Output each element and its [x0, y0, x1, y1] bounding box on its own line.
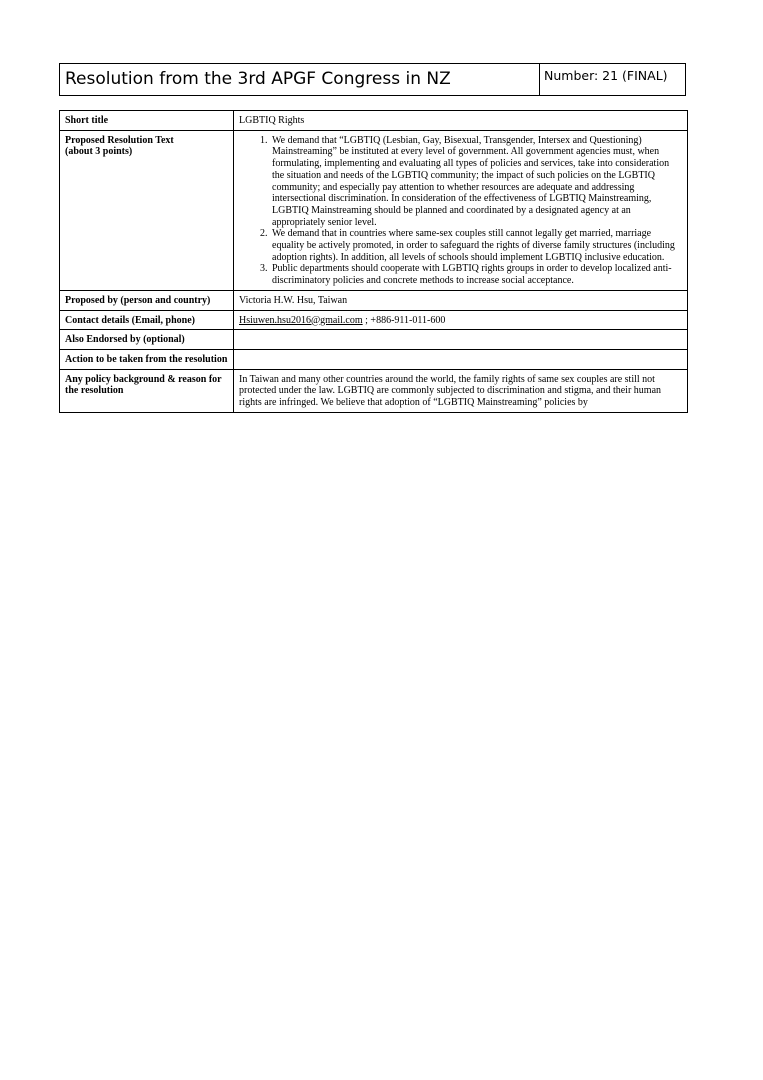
proposed-text-label-line2: (about 3 points) [65, 146, 133, 158]
resolution-points-list [239, 135, 683, 287]
table-row-short-title [60, 111, 688, 131]
proposed-text-label-line1: Proposed Resolution Text [65, 134, 174, 146]
resolution-point-3: 3. Public departments should cooperate with LGBTIQ rights groups in order to develop localized anti-discriminatory policies and concrete methods to increase social acceptance. [270, 263, 683, 286]
action-value [234, 349, 688, 369]
resolution-point-1: 1. We demand that “LGBTIQ (Lesbian, Gay, Bisexual, Transgender, Intersex and Questioning) Mainstreaming” be instituted at every level of government. All government agencies must, when formulating, implementing and evaluating all types of policies and services, take into consideration the situation and needs of the LGBTIQ community; the impact of such policies on the LGBTIQ community; and especially pay attention to whether resources are adequate and addressing intersectional discrimination. In consideration of the effectiveness of LGBTIQ Mainstreaming, LGBTIQ Mainstreaming should be planned and coordinated by a designated agency at an appropriately senior level. [270, 135, 683, 229]
proposed-text-label [60, 130, 234, 290]
action-label: Action to be taken from the resolution [60, 349, 234, 369]
resolution-table [59, 110, 688, 413]
endorsed-label: Also Endorsed by (optional) [60, 330, 234, 350]
table-row-background [60, 369, 688, 412]
contact-label: Contact details (Email, phone) [60, 310, 234, 330]
contact-value [234, 310, 688, 330]
background-value: In Taiwan and many other countries around the world, the family rights of same sex couples are still not protected under the law. LGBTIQ are commonly subjected to discrimination and stigma, and their human rights are infringed. We believe that adoption of “LGBTIQ Mainstreaming” policies by [234, 369, 688, 412]
resolution-header [59, 63, 686, 96]
resolution-number: Number: 21 (FINAL) [544, 68, 668, 83]
table-row-contact [60, 310, 688, 330]
table-row-proposed-text [60, 130, 688, 290]
table-row-proposed-by [60, 290, 688, 310]
proposed-by-label: Proposed by (person and country) [60, 290, 234, 310]
short-title-label: Short title [60, 111, 234, 131]
table-row-action [60, 349, 688, 369]
document-title: Resolution from the 3rd APGF Congress in NZ [60, 64, 540, 95]
background-label: Any policy background & reason for the resolution [60, 369, 234, 412]
table-row-endorsed [60, 330, 688, 350]
short-title-value: LGBTIQ Rights [234, 111, 688, 131]
email-link[interactable]: Hsiuwen.hsu2016@gmail.com [239, 314, 363, 326]
resolution-point-2: 2. We demand that in countries where same-sex couples still cannot legally get married, marriage equality be actively promoted, in order to safeguard the rights of diverse family structures (including adoption rights). In addition, all levels of schools should implement LGBTIQ inclusive education. [270, 228, 683, 263]
phone-number: ; +886-911-011-600 [362, 314, 446, 326]
endorsed-value [234, 330, 688, 350]
proposed-text-value [234, 130, 688, 290]
proposed-by-value: Victoria H.W. Hsu, Taiwan [234, 290, 688, 310]
